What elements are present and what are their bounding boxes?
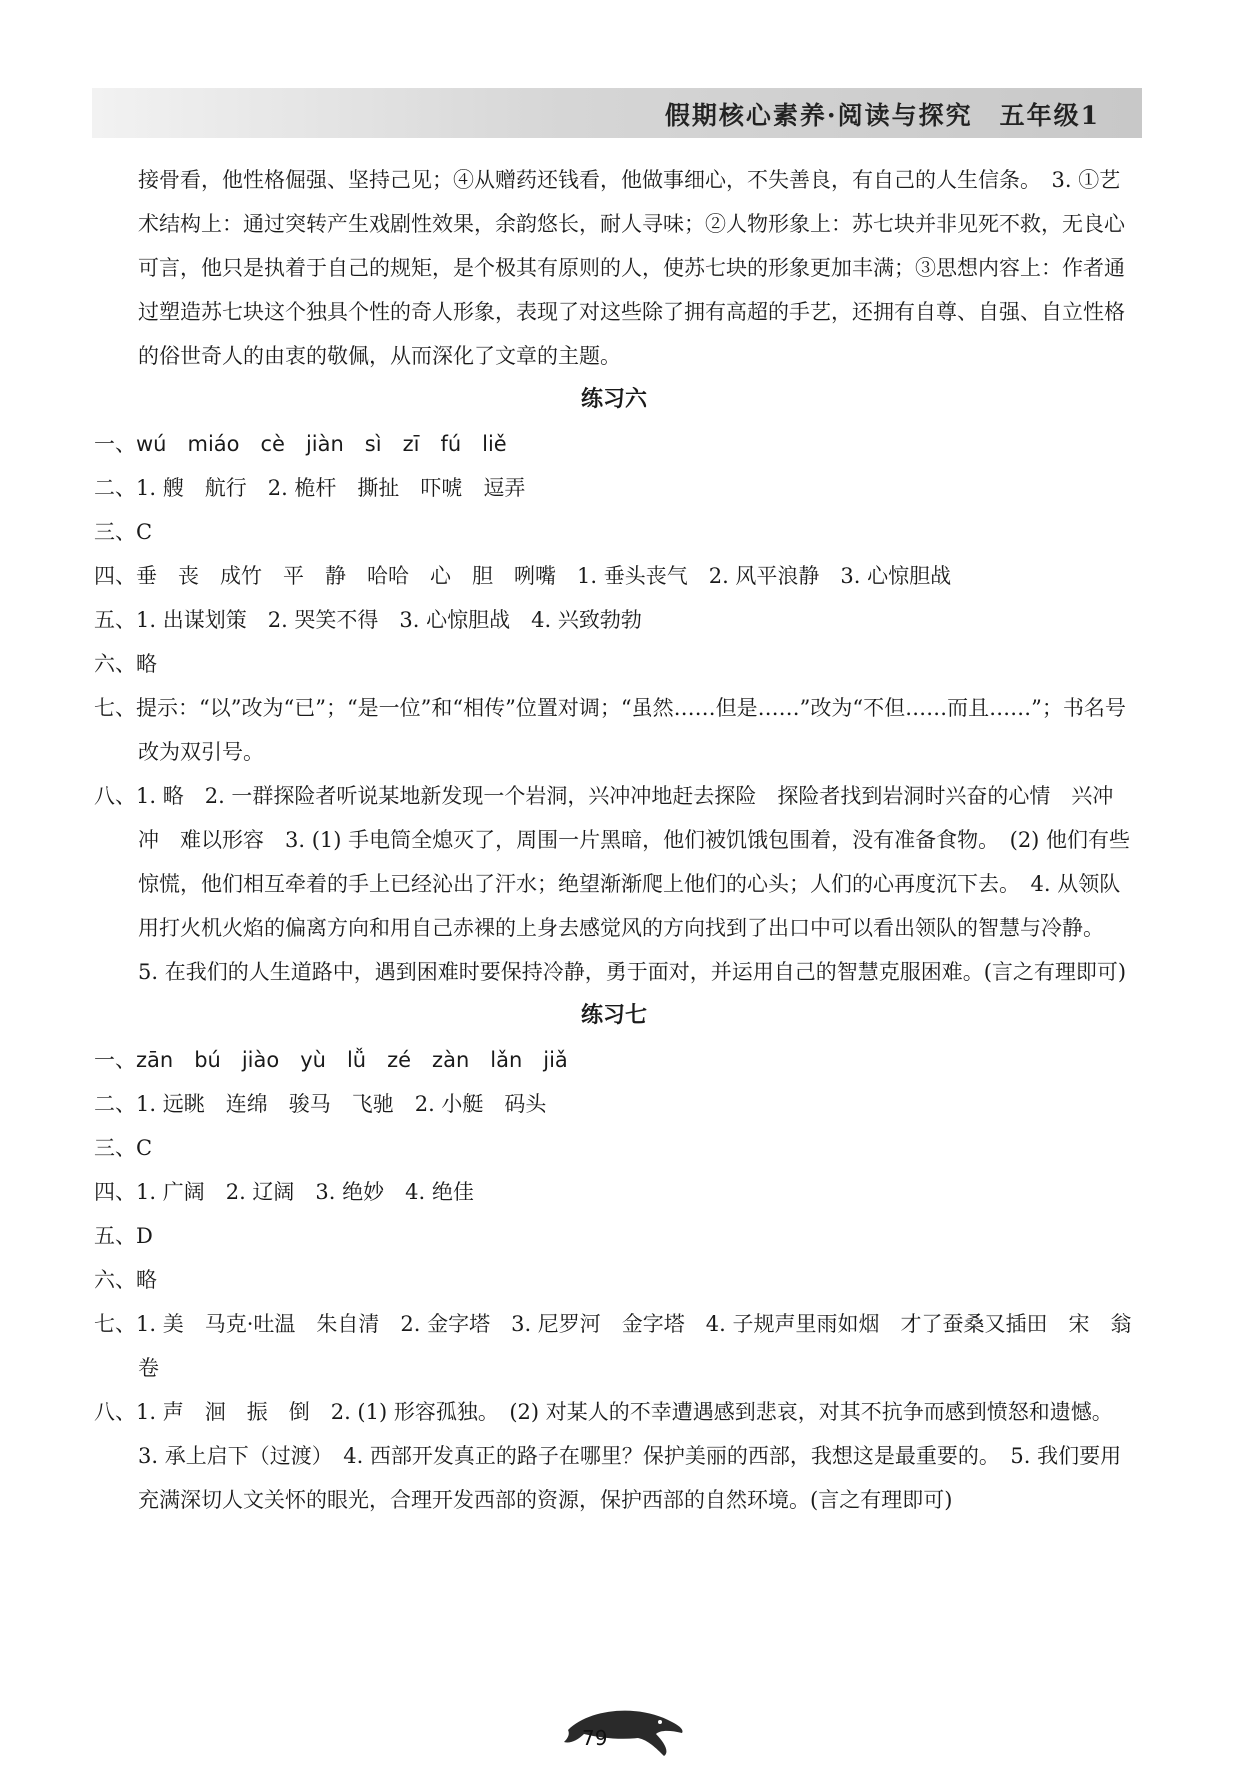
continuation-paragraph: 接骨看，他性格倔强、坚持己见；④从赠药还钱看，他做事细心，不失善良，有自己的人生信条。 3. ①艺术结构上：通过突转产生戏剧性效果，余韵悠长，耐人寻味；②人物形象上：苏七块并非见死不救，无良心可言，他只是执着于自己的规矩，是个极其有原则的人，使苏七块的形象更加丰满；③思想内容上：作者通过塑造苏七块这个独具个性的奇人形象，表现了对这些除了拥有高超的手艺，还拥有自尊、自强、自立性格的俗世奇人的由衷的敬佩，从而深化了文章的主题。 [138, 168, 1125, 368]
ex6-item-5: 五、1. 出谋划策 2. 哭笑不得 3. 心惊胆战 4. 兴致勃勃 [94, 608, 642, 632]
ex7-item-4: 四、1. 广阔 2. 辽阔 3. 绝妙 4. 绝佳 [94, 1180, 474, 1204]
exercise-7-title: 练习七 [580, 1003, 647, 1028]
answer-content [94, 158, 1134, 1522]
ex6-item-1: 一、wú miáo cè jiàn sì zī fú liě [94, 432, 507, 456]
ex6-item-2: 二、1. 艘 航行 2. 桅杆 撕扯 吓唬 逗弄 [94, 476, 526, 500]
exercise-6-title: 练习六 [580, 387, 647, 412]
ex6-item-3: 三、C [94, 520, 153, 544]
ex6-item-8: 八、1. 略 2. 一群探险者听说某地新发现一个岩洞，兴冲冲地赶去探险 探险者找到岩洞时兴奋的心情 兴冲冲 难以形容 3. (1) 手电筒全熄灭了，周围一片黑暗，他们被饥饿包围着，没有准备食物。 (2) 他们有些惊慌，他们相互牵着的手上已经沁出了汗水；绝望渐渐爬上他们的心头；人们的心再度沉下去。 4. 从领队用打火机火焰的偏离方向和用自己赤裸的上身去感觉风的方向找到了出口中可以看出领队的智慧与冷静。 5. 在我们的人生道路中，遇到困难时要保持冷静，勇于面对，并运用自己的智慧克服困难。(言之有理即可) [94, 784, 1131, 984]
ex7-item-3: 三、C [94, 1136, 153, 1160]
page-header [92, 88, 1142, 138]
ex7-item-6: 六、略 [94, 1268, 157, 1292]
ex7-item-7: 七、1. 美 马克·吐温 朱自清 2. 金字塔 3. 尼罗河 金字塔 4. 子规声里雨如烟 才了蚕桑又插田 宋 翁卷 [94, 1312, 1132, 1380]
book-title: 假期核心素养·阅读与探究 五年级1 [664, 101, 1100, 130]
page-footer [560, 1700, 690, 1760]
dolphin-icon [560, 1700, 690, 1760]
ex6-item-6: 六、略 [94, 652, 157, 676]
ex7-item-8: 八、1. 声 洄 振 倒 2. (1) 形容孤独。 (2) 对某人的不幸遭遇感到悲哀，对其不抗争而感到愤怒和遗憾。 3. 承上启下（过渡） 4. 西部开发真正的路子在哪里？保护美丽的西部，我想这是最重要的。 5. 我们要用充满深切人文关怀的眼光，合理开发西部的资源，保护西部的自然环境。(言之有理即可) [94, 1400, 1124, 1512]
ex6-item-7: 七、提示：“以”改为“已”；“是一位”和“相传”位置对调；“虽然……但是……”改为“不但……而且……”；书名号改为双引号。 [94, 696, 1126, 764]
ex7-item-2: 二、1. 远眺 连绵 骏马 飞驰 2. 小艇 码头 [94, 1092, 547, 1116]
ex6-item-4: 四、垂 丧 成竹 平 静 哈哈 心 胆 咧嘴 1. 垂头丧气 2. 风平浪静 3. 心惊胆战 [94, 564, 952, 588]
page-number: 79 [582, 1726, 608, 1750]
ex7-item-5: 五、D [94, 1224, 153, 1248]
ex7-item-1: 一、zān bú jiào yù lǚ zé zàn lǎn jiǎ [94, 1048, 568, 1072]
